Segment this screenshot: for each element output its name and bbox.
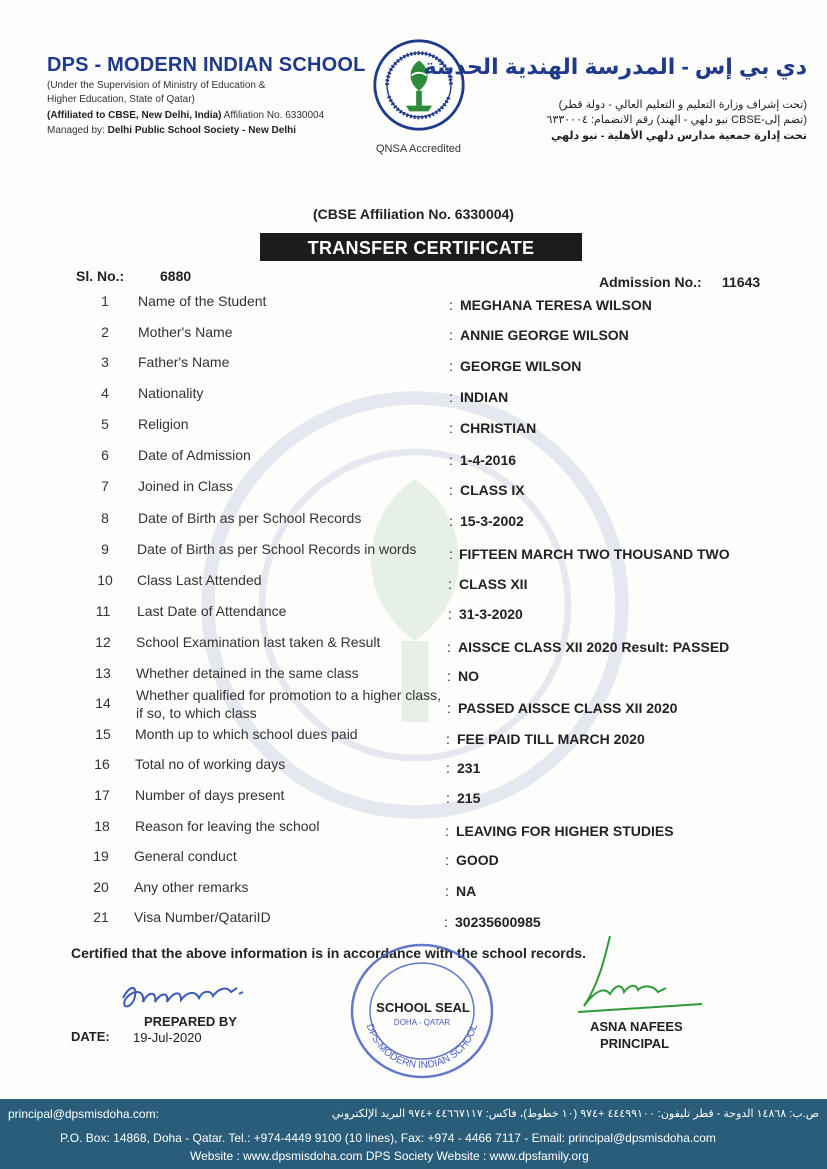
row-label: Month up to which school dues paid <box>135 726 358 742</box>
row-colon: : <box>449 297 453 313</box>
row-label: Date of Birth as per School Records in words <box>137 541 417 557</box>
row-label: Whether detained in the same class <box>136 665 359 681</box>
row-number: 7 <box>101 478 109 494</box>
row-label: Reason for leaving the school <box>135 818 320 834</box>
row-colon: : <box>448 576 452 592</box>
footer-email-label: principal@dpsmisdoha.com: <box>8 1107 159 1121</box>
row-number: 1 <box>101 293 109 309</box>
row-number: 5 <box>101 416 109 432</box>
row-colon: : <box>445 883 449 899</box>
row-number: 6 <box>101 447 109 463</box>
footer-websites: Website : www.dpsmisdoha.com DPS Society Website : www.dpsfamily.org <box>190 1149 589 1163</box>
row-value: CLASS XII <box>459 576 528 592</box>
row-colon: : <box>445 823 449 839</box>
row-label: Father's Name <box>138 354 230 370</box>
header-line-4 <box>47 125 296 136</box>
row-number: 19 <box>93 848 109 864</box>
row-value: 15-3-2002 <box>460 513 524 529</box>
row-label: Visa Number/QatariID <box>134 909 271 925</box>
row-label: Last Date of Attendance <box>137 603 287 619</box>
row-colon: : <box>449 420 453 436</box>
row-value: GEORGE WILSON <box>460 358 582 374</box>
row-number: 8 <box>101 510 109 526</box>
affiliation-bold: (Affiliated to CBSE, New Delhi, India) <box>47 110 222 121</box>
row-number: 18 <box>94 818 110 834</box>
row-number: 10 <box>97 572 113 588</box>
row-colon: : <box>449 358 453 374</box>
row-value: ANNIE GEORGE WILSON <box>460 327 629 343</box>
certificate-title: TRANSFER CERTIFICATE <box>307 238 535 258</box>
row-colon: : <box>449 513 453 529</box>
affiliation-number: Affiliation No. 6330004 <box>221 110 325 121</box>
sl-no-value: 6880 <box>160 268 192 284</box>
principal-signature-icon <box>570 932 710 1027</box>
row-colon: : <box>449 389 453 405</box>
row-value: FIFTEEN MARCH TWO THOUSAND TWO <box>459 546 730 562</box>
row-colon: : <box>444 914 448 930</box>
header-line-3 <box>47 110 324 121</box>
row-label: Number of days present <box>135 787 285 803</box>
arabic-line-3: تحت إدارة جمعية مدارس دلهي الأهلية - نيو دلهي <box>550 130 807 142</box>
row-label: Any other remarks <box>134 879 249 895</box>
footer-contact: P.O. Box: 14868, Doha - Qatar. Tel.: +974-4449 9100 (10 lines), Fax: +974 - 4466 7117 - Email: principal@dpsmisdoha.com <box>60 1131 716 1145</box>
row-value: 30235600985 <box>455 914 541 930</box>
principal-title: PRINCIPAL <box>600 1036 670 1051</box>
date-value: 19-Jul-2020 <box>133 1030 202 1045</box>
school-name: DPS - MODERN INDIAN SCHOOL <box>47 54 366 76</box>
row-value: 1-4-2016 <box>460 452 517 468</box>
row-number: 15 <box>95 726 111 742</box>
row-label-continued: if so, to which class <box>136 705 257 721</box>
row-number: 21 <box>93 909 109 925</box>
row-colon: : <box>446 760 450 776</box>
row-colon: : <box>447 700 451 716</box>
qnsa-accredited: QNSA Accredited <box>376 143 461 155</box>
header-line-1: (Under the Supervision of Ministry of Education & <box>47 80 266 91</box>
prepared-by-label: PREPARED BY <box>144 1014 237 1029</box>
school-seal-label: SCHOOL SEAL <box>376 1000 470 1015</box>
row-value: INDIAN <box>460 389 509 405</box>
row-colon: : <box>448 606 452 622</box>
row-value: GOOD <box>456 852 499 868</box>
row-label: Date of Birth as per School Records <box>138 510 362 526</box>
row-number: 3 <box>101 354 109 370</box>
certification-statement: Certified that the above information is in accordance with the school records. <box>71 945 586 961</box>
date-label: DATE: <box>71 1029 110 1044</box>
row-label: Total no of working days <box>135 756 286 772</box>
row-value: AISSCE CLASS XII 2020 Result: PASSED <box>458 639 730 655</box>
row-number: 4 <box>101 385 109 401</box>
row-label: Religion <box>138 416 189 432</box>
footer-arabic-contact: ص.ب: ١٤٨٦٨ الدوحة - قطر تليفون: ٤٤٤٩٩١٠٠ +٩٧٤ (١٠ خطوط)، فاكس: ٤٤٦٦٧١١٧ +٩٧٤ البريد الإلكتروني <box>331 1108 819 1120</box>
principal-name: ASNA NAFEES <box>590 1019 683 1034</box>
admission-no-value: 11643 <box>722 274 761 290</box>
row-label: Name of the Student <box>138 293 267 309</box>
row-number: 14 <box>95 695 111 711</box>
row-label: Joined in Class <box>138 478 233 494</box>
row-label: Whether qualified for promotion to a higher class, <box>136 687 442 703</box>
row-value: CLASS IX <box>460 482 525 498</box>
row-colon: : <box>449 452 453 468</box>
cbse-affiliation: (CBSE Affiliation No. 6330004) <box>313 206 514 222</box>
row-label: Nationality <box>138 385 204 401</box>
row-value: 215 <box>457 790 481 806</box>
row-number: 16 <box>94 756 110 772</box>
row-number: 13 <box>95 665 111 681</box>
row-number: 9 <box>101 541 109 557</box>
row-value: CHRISTIAN <box>460 420 537 436</box>
row-colon: : <box>449 482 453 498</box>
preparer-signature-icon <box>115 968 265 1018</box>
row-colon: : <box>449 546 453 562</box>
row-number: 2 <box>101 324 109 340</box>
seal-ring-textpath: DPS-MODERN INDIAN SCHOOL <box>363 1022 481 1072</box>
row-label: Date of Admission <box>138 447 251 463</box>
row-number: 20 <box>93 879 109 895</box>
row-colon: : <box>447 668 451 684</box>
row-label: Class Last Attended <box>137 572 262 588</box>
seal-sub-text: DOHA - QATAR <box>393 1018 451 1027</box>
footer-bar <box>0 1099 827 1169</box>
row-colon: : <box>445 852 449 868</box>
row-label: Mother's Name <box>138 324 233 340</box>
sl-no-label: Sl. No.: <box>76 268 125 284</box>
row-number: 17 <box>94 787 110 803</box>
managed-by-label: Managed by: <box>47 125 108 136</box>
row-colon: : <box>446 731 450 747</box>
row-value: 231 <box>457 760 481 776</box>
managed-by-society: Delhi Public School Society - New Delhi <box>107 125 296 136</box>
row-number: 12 <box>95 634 111 650</box>
arabic-line-1: (تحت إشراف وزارة التعليم و التعليم العالي - دولة قطر) <box>558 99 807 111</box>
arabic-line-2: (تضم إلى-CBSE نيو دلهي - الهند) رقم الانضمام: ٦٣٣٠٠٠٤ <box>546 114 807 126</box>
row-value: 31-3-2020 <box>459 606 523 622</box>
row-colon: : <box>449 327 453 343</box>
row-value: MEGHANA TERESA WILSON <box>460 297 652 313</box>
row-value: NO <box>458 668 479 684</box>
row-number: 11 <box>95 603 111 619</box>
row-colon: : <box>446 790 450 806</box>
header-line-2: Higher Education, State of Qatar) <box>47 94 195 105</box>
school-name-arabic: دي بي إس - المدرسة الهندية الحديثة <box>423 54 807 79</box>
row-label: School Examination last taken & Result <box>136 634 381 650</box>
row-colon: : <box>447 639 451 655</box>
admission-no-label: Admission No.: <box>599 274 702 290</box>
row-value: FEE PAID TILL MARCH 2020 <box>457 731 645 747</box>
row-value: PASSED AISSCE CLASS XII 2020 <box>458 700 678 716</box>
row-value: NA <box>456 883 477 899</box>
row-label: General conduct <box>134 848 237 864</box>
school-emblem-icon <box>372 38 466 132</box>
row-value: LEAVING FOR HIGHER STUDIES <box>456 823 674 839</box>
